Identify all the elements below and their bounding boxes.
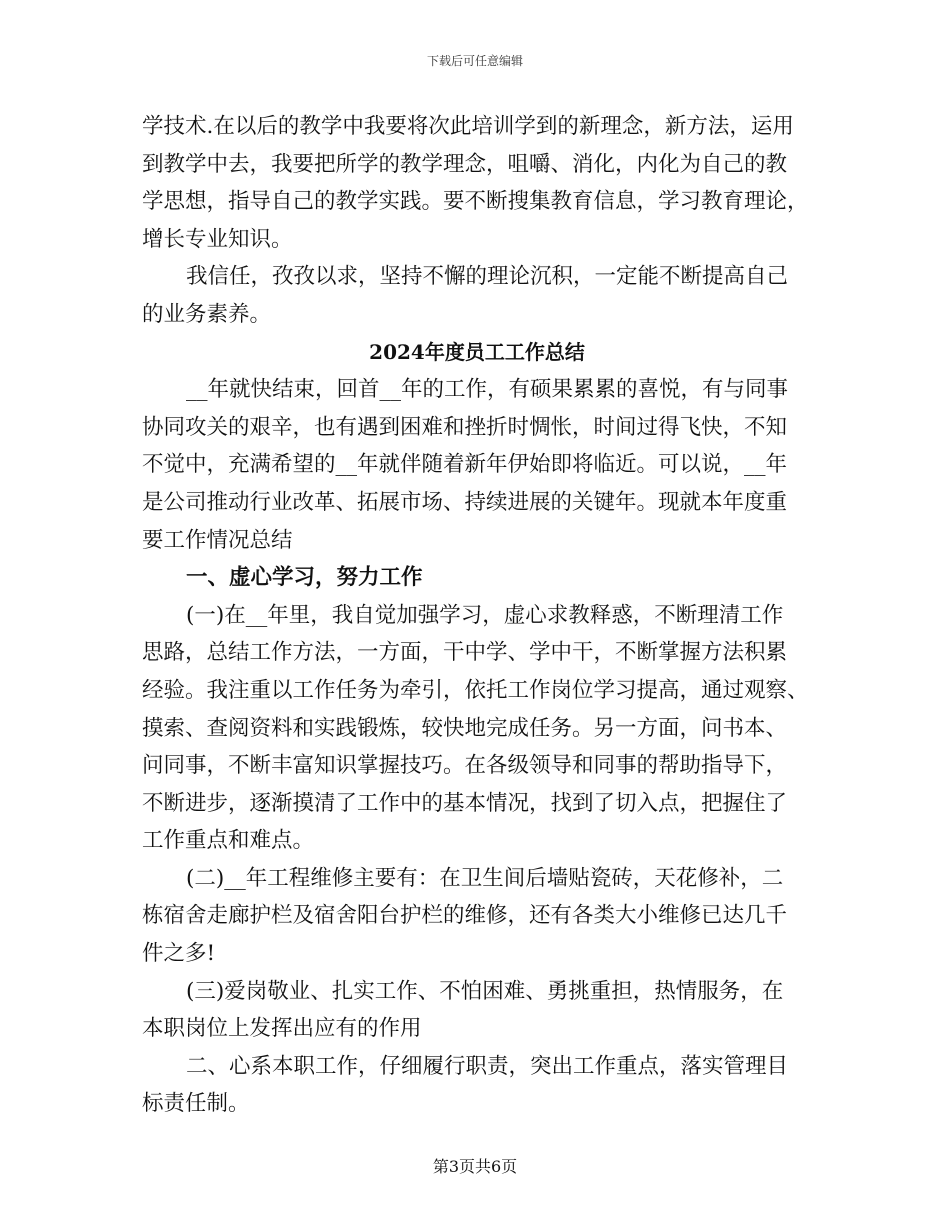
- page-number-footer: 第3页共6页: [432, 1157, 518, 1176]
- intro-paragraph: [142, 108, 812, 258]
- text-line: __年就快结束，回首__年的工作，有硕果累累的喜悦，有与同事: [186, 377, 789, 403]
- text-line: (三)爱岗敬业、扎实工作、不怕困难、勇挑重担，热情服务，在: [186, 978, 784, 1004]
- section-2-paragraph: [142, 1048, 812, 1123]
- text-line: 要工作情况总结: [142, 527, 293, 553]
- text-line: 件之多!: [142, 941, 216, 967]
- text-line: 的业务素养。: [142, 301, 272, 327]
- text-line: 思路，总结工作方法，一方面，干中学、学中干，不断掌握方法积累: [142, 640, 788, 666]
- text-line: (二)__年工程维修主要有：在卫生间后墙贴瓷砖，天花修补，二: [186, 865, 784, 891]
- text-line: 学思想，指导自己的教学实践。要不断搜集教育信息，学习教育理论，: [142, 189, 809, 215]
- text-line: 本职岗位上发挥出应有的作用: [142, 1016, 422, 1042]
- text-line: (一)在__年里，我自觉加强学习，虚心求教释惑，不断理清工作: [186, 602, 784, 628]
- text-line: 栋宿舍走廊护栏及宿舍阳台护栏的维修，还有各类大小维修已达几千: [142, 903, 788, 929]
- text-line: 摸索、查阅资料和实践锻炼，较快地完成任务。另一方面，问书本、: [142, 715, 788, 741]
- belief-paragraph: [142, 258, 812, 333]
- text-line: 不断进步，逐渐摸清了工作中的基本情况，找到了切入点，把握住了: [142, 790, 788, 816]
- item-1-paragraph: [142, 597, 812, 860]
- text-line: 问同事，不断丰富知识掌握技巧。在各级领导和同事的帮助指导下，: [142, 753, 788, 779]
- section-heading-1: 一、虚心学习，努力工作: [186, 565, 423, 591]
- document-title: 2024年度员工工作总结: [369, 339, 585, 364]
- text-line: 工作重点和难点。: [142, 828, 315, 854]
- text-line: 我信任，孜孜以求，坚持不懈的理论沉积，一定能不断提高自己: [186, 264, 789, 290]
- text-line: 到教学中去，我要把所学的教学理念，咀嚼、消化，内化为自己的教: [142, 151, 788, 177]
- text-line: 学技术.在以后的教学中我要将次此培训学到的新理念，新方法，运用: [142, 114, 794, 139]
- item-3-paragraph: [142, 973, 812, 1048]
- text-line: 增长专业知识。: [142, 226, 293, 252]
- text-line: 二、心系本职工作，仔细履行职责，突出工作重点，落实管理目: [186, 1053, 789, 1079]
- page-header: 下载后可任意编辑: [426, 54, 523, 68]
- text-line: 不觉中，充满希望的__年就伴随着新年伊始即将临近。可以说，__年: [142, 452, 788, 478]
- document-body: [142, 108, 812, 1123]
- text-line: 协同攻关的艰辛，也有遇到困难和挫折时惆怅，时间过得飞快，不知: [142, 414, 788, 440]
- item-2-paragraph: [142, 860, 812, 973]
- text-line: 标责任制。: [142, 1091, 250, 1117]
- text-line: 是公司推动行业改革、拓展市场、持续进展的关键年。现就本年度重: [142, 489, 788, 515]
- text-line: 经验。我注重以工作任务为牵引，依托工作岗位学习提高，通过观察、: [142, 677, 809, 703]
- opening-paragraph: [142, 371, 812, 559]
